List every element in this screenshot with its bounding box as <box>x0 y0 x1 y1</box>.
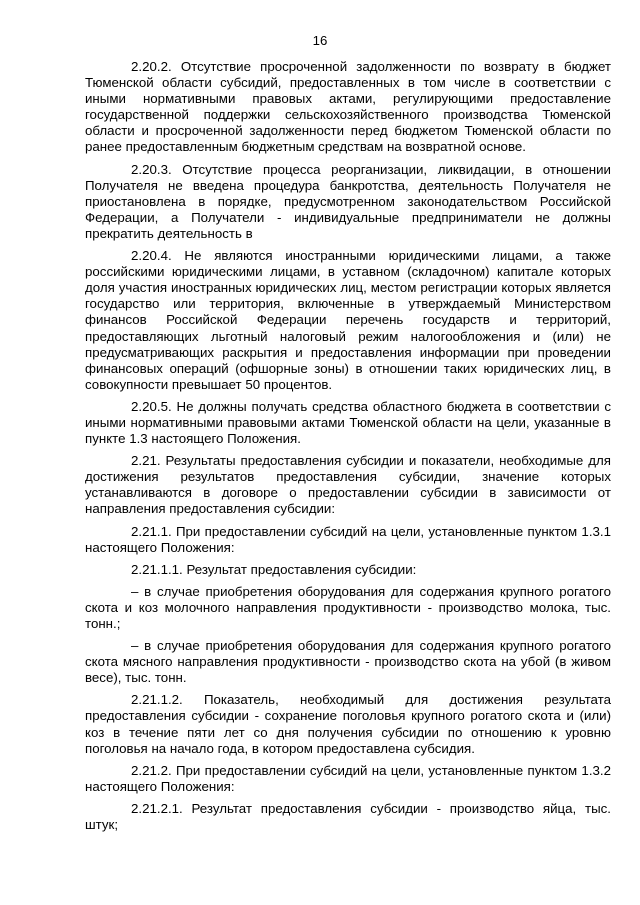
paragraph-2-20-4: 2.20.4. Не являются иностранными юридическими лицами, а также российскими юридическими лицами, в уставном (складочном) капитале которых доля участия иностранных юридических лиц, местом регистрации которых является государство или территория, включенные в утверждаемый Министерством финансов Российской Федерации перечень государств и территорий, предоставляющих льготный налоговый режим налогообложения и (или) не предусматривающих раскрытия и предоставления информации при проведении финансовых операций (офшорные зоны) в отношении таких юридических лиц, в совокупности превышает 50 процентов. <box>85 248 611 392</box>
document-body <box>85 59 611 839</box>
paragraph-2-21-1-2: 2.21.1.2. Показатель, необходимый для достижения результата предоставления субсидии - сохранение поголовья крупного рогатого скота и (или) коз в течение пяти лет со дня получения субсидии по отношению к уровню поголовья на начало года, в котором предоставлена субсидия. <box>85 692 611 756</box>
list-item-meat: – в случае приобретения оборудования для содержания крупного рогатого скота мясного направления продуктивности - производство скота на убой (в живом весе), тыс. тонн. <box>85 638 611 686</box>
paragraph-2-21-2-1: 2.21.2.1. Результат предоставления субсидии - производство яйца, тыс. штук; <box>85 800 611 833</box>
paragraph-2-21-1: 2.21.1. При предоставлении субсидий на цели, установленные пунктом 1.3.1 настоящего Положения: <box>85 523 611 555</box>
paragraph-2-20-2: 2.20.2. Отсутствие просроченной задолженности по возврату в бюджет Тюменской области субсидий, предоставленных в том числе в соответствии с иными нормативными правовых актами, регулирующими предоставление государственной поддержки сельскохозяйственного производства Тюменской области и просроченной задолженности перед бюджетом Тюменской области по ранее предоставленным бюджетным средствам на возвратной основе. <box>85 59 611 155</box>
list-item-milk: – в случае приобретения оборудования для содержания крупного рогатого скота и коз молочного направления продуктивности - производство молока, тыс. тонн.; <box>85 583 611 631</box>
paragraph-2-21: 2.21. Результаты предоставления субсидии и показатели, необходимые для достижения результатов предоставления субсидии, значение которых устанавливаются в договоре о предоставлении субсидии в зависимости от направления предоставления субсидии: <box>85 453 611 517</box>
paragraph-2-20-5: 2.20.5. Не должны получать средства областного бюджета в соответствии с иными нормативными правовыми актами Тюменской области на цели, указанные в пункте 1.3 настоящего Положения. <box>85 398 611 447</box>
paragraph-2-20-3: 2.20.3. Отсутствие процесса реорганизации, ликвидации, в отношении Получателя не введена процедура банкротства, деятельность Получателя не приостановлена в порядке, предусмотренном законодательством Российской Федерации, а Получатели - индивидуальные предприниматели не должны прекратить деятельность в <box>85 161 611 241</box>
page-number: 16 <box>312 33 328 48</box>
paragraph-2-21-1-1: 2.21.1.1. Результат предоставления субсидии: <box>131 561 417 577</box>
paragraph-2-21-2: 2.21.2. При предоставлении субсидий на цели, установленные пунктом 1.3.2 настоящего Положения: <box>85 762 611 794</box>
